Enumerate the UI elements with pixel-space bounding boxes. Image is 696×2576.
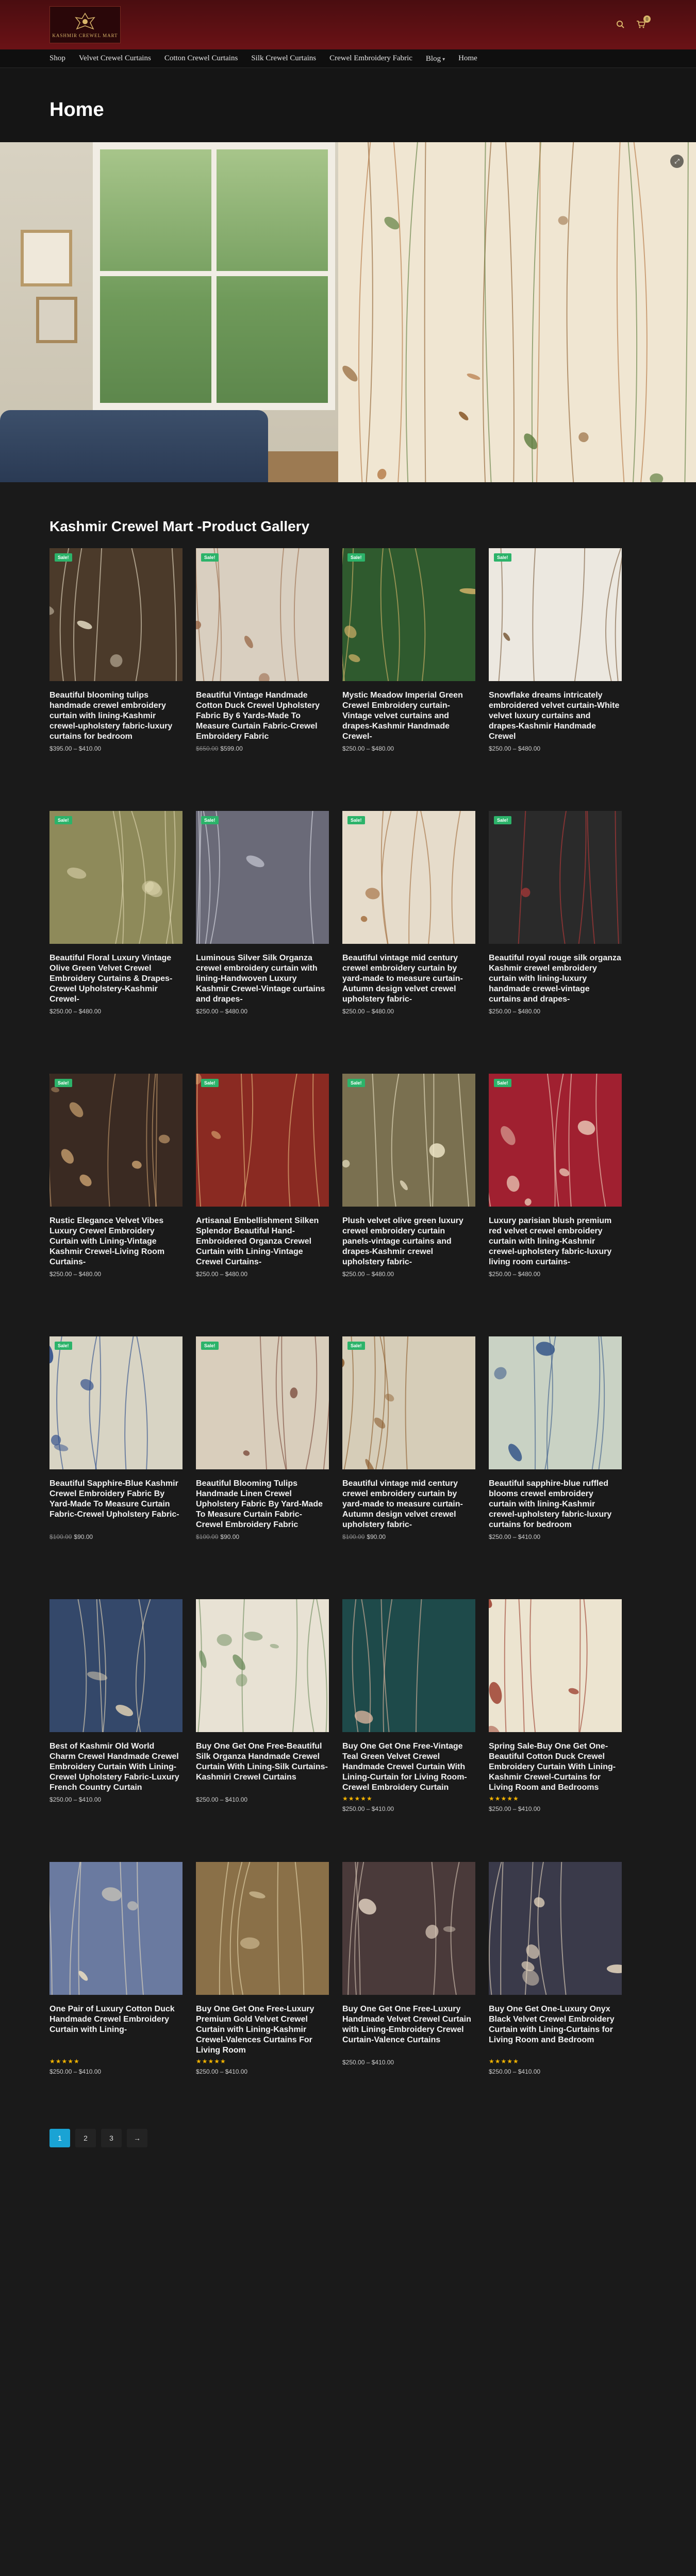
- nav-shop[interactable]: Shop: [49, 54, 65, 62]
- sale-badge: Sale!: [201, 553, 219, 562]
- product-card[interactable]: [489, 1336, 622, 1583]
- current-price: $250.00 – $410.00: [49, 2068, 102, 2075]
- current-price: $250.00 – $410.00: [49, 1796, 102, 1803]
- product-image[interactable]: [196, 1862, 329, 1995]
- sale-badge: Sale!: [494, 553, 511, 562]
- product-card[interactable]: [489, 811, 622, 1057]
- product-image[interactable]: [342, 1862, 475, 1995]
- product-title[interactable]: Beautiful vintage mid century crewel embroidery curtain by yard-made to measure curtain-Autumn design velvet crewel upholstery fabric-: [342, 1479, 463, 1529]
- crewel-pattern-image: [49, 811, 183, 944]
- sale-badge: Sale!: [494, 816, 511, 824]
- page-2-link[interactable]: 2: [75, 2129, 96, 2147]
- crewel-pattern-image: [489, 1599, 622, 1732]
- product-title[interactable]: Mystic Meadow Imperial Green Crewel Embroidery curtain-Vintage velvet curtains and drapes-Kashmir Handmade Crewel-: [342, 691, 463, 741]
- product-image[interactable]: [49, 1074, 183, 1207]
- product-image[interactable]: [489, 548, 622, 681]
- crewel-pattern-image: [489, 1862, 622, 1995]
- product-title[interactable]: Spring Sale-Buy One Get One-Beautiful Cotton Duck Crewel Embroidery Curtain With Lining-Kashmir Crewel-Curtains for Living Room and Bedrooms: [489, 1742, 616, 1792]
- product-price: [342, 1270, 475, 1278]
- wall-frame-image: [21, 230, 72, 286]
- product-title[interactable]: Rustic Elegance Velvet Vibes Luxury Crewel Embroidery Curtain with Lining-Vintage Kashmir Crewel-Living Room Curtains-: [49, 1216, 165, 1266]
- gallery-title: Kashmir Crewel Mart -Product Gallery: [49, 518, 310, 534]
- product-price: [489, 745, 622, 752]
- product-title[interactable]: Beautiful Vintage Handmade Cotton Duck Crewel Upholstery Fabric By 6 Yards-Made To Measure Curtain Fabric-Crewel Embroidery Fabric: [196, 691, 320, 741]
- crewel-pattern-image: [196, 548, 329, 681]
- product-card[interactable]: [342, 1074, 475, 1320]
- logo-emblem-icon: [70, 11, 101, 32]
- product-image[interactable]: [489, 1599, 622, 1732]
- current-price: $250.00 – $410.00: [342, 2059, 394, 2066]
- rating-stars-icon: ★★★★★: [489, 1795, 519, 1802]
- product-image[interactable]: [49, 1336, 183, 1469]
- product-price: [49, 1533, 183, 1540]
- product-image[interactable]: [49, 1599, 183, 1732]
- product-price: [49, 1796, 183, 1803]
- crewel-pattern-image: [342, 1074, 475, 1207]
- crewel-pattern-image: [489, 1336, 622, 1469]
- rating-stars-icon: ★★★★★: [196, 2058, 226, 2065]
- rating-stars-icon: ★★★★★: [489, 2058, 519, 2065]
- product-price: [342, 1805, 475, 1812]
- product-card[interactable]: [489, 1074, 622, 1320]
- current-price: $250.00 – $480.00: [342, 745, 394, 752]
- page-3-link[interactable]: 3: [101, 2129, 122, 2147]
- original-price: $100.00: [342, 1533, 365, 1540]
- nav-silk-crewel-curtains[interactable]: Silk Crewel Curtains: [251, 54, 317, 62]
- current-price: $599.00: [220, 745, 243, 752]
- product-image[interactable]: [489, 1074, 622, 1207]
- product-card[interactable]: [49, 1074, 183, 1320]
- product-card[interactable]: [196, 1074, 329, 1320]
- nav-cotton-crewel-curtains[interactable]: Cotton Crewel Curtains: [164, 54, 238, 62]
- current-price: $250.00 – $410.00: [489, 1805, 541, 1812]
- product-image[interactable]: [489, 1336, 622, 1469]
- current-price: $250.00 – $480.00: [196, 1008, 248, 1015]
- crewel-pattern-image: [489, 1074, 622, 1207]
- product-price: [342, 745, 475, 752]
- product-price: [196, 1796, 329, 1803]
- sale-badge: Sale!: [55, 816, 72, 824]
- product-card[interactable]: [49, 1599, 183, 1845]
- product-price: [196, 1270, 329, 1278]
- product-card[interactable]: [342, 1336, 475, 1583]
- current-price: $250.00 – $410.00: [489, 2068, 541, 2075]
- original-price: $100.00: [196, 1533, 219, 1540]
- current-price: $250.00 – $480.00: [196, 1270, 248, 1278]
- product-grid: [49, 548, 647, 2108]
- logo-text: KASHMIR CREWEL MART: [52, 33, 118, 38]
- product-title[interactable]: Artisanal Embellishment Silken Splendor Beautiful Hand-Embroidered Organza Crewel Curtain with Lining-Vintage Crewel Curtains-: [196, 1216, 319, 1266]
- page-header: [0, 68, 696, 142]
- product-image[interactable]: [196, 1599, 329, 1732]
- sale-badge: Sale!: [347, 553, 365, 562]
- product-title[interactable]: Snowflake dreams intricately embroidered velvet curtain-White velvet luxury curtains and drapes-Kashmir Handmade Crewel: [489, 691, 620, 741]
- product-image[interactable]: [196, 548, 329, 681]
- original-price: $650.00: [196, 745, 219, 752]
- pagination: [49, 2129, 647, 2168]
- product-title[interactable]: Plush velvet olive green luxury crewel embroidery curtain panels-vintage curtains and drapes-Kashmir crewel upholstery fabric-: [342, 1216, 463, 1266]
- product-price: [49, 1008, 183, 1015]
- hero-curtain-image: [338, 142, 696, 482]
- product-card[interactable]: [342, 1599, 475, 1845]
- cart-icon[interactable]: [635, 16, 649, 30]
- sale-badge: Sale!: [201, 1342, 219, 1350]
- product-card[interactable]: [49, 548, 183, 794]
- product-title[interactable]: Buy One Get One-Luxury Onyx Black Velvet Crewel Embroidery Curtain with Lining-Curtains for Living Room and Bedroom: [489, 2005, 615, 2044]
- hero-room-image: [0, 142, 338, 482]
- nav-home[interactable]: Home: [458, 54, 477, 62]
- search-icon[interactable]: [615, 19, 626, 30]
- product-image[interactable]: [342, 1074, 475, 1207]
- wall-frame-image: [36, 297, 77, 343]
- product-image[interactable]: [342, 811, 475, 944]
- original-price: $100.00: [49, 1533, 72, 1540]
- nav-blog-wrap[interactable]: [426, 54, 445, 63]
- current-price: $250.00 – $480.00: [489, 1008, 541, 1015]
- sale-badge: Sale!: [347, 1079, 365, 1087]
- product-image[interactable]: [196, 1336, 329, 1469]
- current-price: $250.00 – $480.00: [489, 1270, 541, 1278]
- product-image[interactable]: [196, 1074, 329, 1207]
- product-price: [489, 1270, 622, 1278]
- product-title[interactable]: Beautiful vintage mid century crewel embroidery curtain by yard-made to measure curtain-Autumn design velvet crewel upholstery fabric-: [342, 954, 463, 1004]
- crewel-pattern-image: [342, 1862, 475, 1995]
- product-card[interactable]: [196, 1599, 329, 1845]
- product-title[interactable]: One Pair of Luxury Cotton Duck Handmade Crewel Embroidery Curtain with Lining-: [49, 2005, 175, 2034]
- nav-velvet-crewel-curtains[interactable]: Velvet Crewel Curtains: [78, 54, 151, 62]
- product-image[interactable]: [49, 1862, 183, 1995]
- crewel-pattern-image: [196, 1862, 329, 1995]
- sale-badge: Sale!: [494, 1079, 511, 1087]
- product-title[interactable]: Luxury parisian blush premium red velvet crewel embroidery curtain with lining-Kashmir crewel-upholstery fabric-luxury living room curtains-: [489, 1216, 612, 1266]
- nav-crewel-embroidery-fabric[interactable]: Crewel Embroidery Fabric: [329, 54, 412, 62]
- product-card[interactable]: [342, 548, 475, 794]
- current-price: $250.00 – $480.00: [49, 1008, 102, 1015]
- crewel-pattern-image: [196, 1599, 329, 1732]
- product-price: [196, 1533, 329, 1540]
- product-price: [489, 2068, 622, 2075]
- product-card[interactable]: [196, 1336, 329, 1583]
- product-price: [196, 745, 329, 752]
- crewel-pattern-image: [49, 1074, 183, 1207]
- product-title[interactable]: Beautiful sapphire-blue ruffled blooms crewel embroidery curtain with lining-Kashmir crewel-upholstery fabric-luxury curtains for bedroom: [489, 1479, 612, 1529]
- product-title[interactable]: Beautiful blooming tulips handmade crewel embroidery curtain with lining-Kashmir crewel-upholstery fabric-luxury curtains for bedroom: [49, 691, 173, 741]
- product-price: [49, 1270, 183, 1278]
- product-price: [342, 1533, 475, 1540]
- current-price: $90.00: [220, 1533, 240, 1540]
- product-card[interactable]: [342, 1862, 475, 2108]
- product-price: [489, 1805, 622, 1812]
- product-card[interactable]: [49, 1336, 183, 1583]
- window-image: [93, 142, 335, 410]
- current-price: $250.00 – $410.00: [342, 1805, 394, 1812]
- nav-blog[interactable]: Blog: [425, 54, 441, 63]
- crewel-pattern-image: [338, 142, 696, 482]
- hero-banner: [0, 142, 696, 482]
- rating-stars-icon: ★★★★★: [342, 1795, 373, 1802]
- product-price: [196, 1008, 329, 1015]
- current-price: $250.00 – $480.00: [342, 1270, 394, 1278]
- product-title[interactable]: Beautiful royal rouge silk organza Kashmir crewel embroidery curtain with lining-luxury handmade crewel-vintage curtains and drapes-: [489, 954, 621, 1004]
- crewel-pattern-image: [489, 548, 622, 681]
- sale-badge: Sale!: [347, 1342, 365, 1350]
- product-card[interactable]: [49, 1862, 183, 2108]
- product-price: [342, 1008, 475, 1015]
- crewel-pattern-image: [489, 811, 622, 944]
- product-title[interactable]: Luminous Silver Silk Organza crewel embroidery curtain with lining-Handwoven Luxury Kashmir Crewel-Vintage curtains and drapes-: [196, 954, 325, 1004]
- crewel-pattern-image: [342, 1336, 475, 1469]
- product-card[interactable]: [49, 811, 183, 1057]
- sale-badge: Sale!: [55, 553, 72, 562]
- rating-stars-icon: ★★★★★: [49, 2058, 80, 2065]
- product-card[interactable]: [196, 1862, 329, 2108]
- main-content: [0, 482, 696, 2168]
- product-image[interactable]: [489, 811, 622, 944]
- next-page-link[interactable]: →: [127, 2129, 147, 2147]
- zoom-icon[interactable]: ⤢: [670, 155, 684, 168]
- sale-badge: Sale!: [55, 1079, 72, 1087]
- current-price: $250.00 – $410.00: [196, 1796, 248, 1803]
- product-card[interactable]: [196, 811, 329, 1057]
- product-price: [489, 1533, 622, 1540]
- product-card[interactable]: [489, 1599, 622, 1845]
- site-logo[interactable]: [49, 6, 121, 43]
- current-price: $250.00 – $480.00: [342, 1008, 394, 1015]
- crewel-pattern-image: [196, 1074, 329, 1207]
- cart-count-badge: 0: [643, 15, 651, 23]
- crewel-pattern-image: [342, 811, 475, 944]
- product-title[interactable]: Buy One Get One Free-Luxury Premium Gold Velvet Crewel Curtain with Lining-Kashmir Crewel-Valences Curtains For Living Room: [196, 2005, 314, 2055]
- product-title[interactable]: Beautiful Floral Luxury Vintage Olive Green Velvet Crewel Embroidery Curtains & Drapes-Crewel Upholstery-Kashmir Crewel-: [49, 954, 173, 1004]
- product-title[interactable]: Buy One Get One Free-Vintage Teal Green Velvet Crewel Handmade Crewel Curtain With Lining-Curtain for Living Room-Crewel Embroidery Curtain: [342, 1742, 467, 1792]
- crewel-pattern-image: [49, 1336, 183, 1469]
- current-price: $90.00: [367, 1533, 386, 1540]
- product-image[interactable]: [49, 548, 183, 681]
- current-price: $250.00 – $480.00: [489, 745, 541, 752]
- top-header-bar: [0, 0, 696, 49]
- product-price: [49, 745, 183, 752]
- current-price: $395.00 – $410.00: [49, 745, 102, 752]
- product-price: [489, 1008, 622, 1015]
- crewel-pattern-image: [196, 811, 329, 944]
- product-title[interactable]: Beautiful Blooming Tulips Handmade Linen Crewel Upholstery Fabric By Yard-Made To Measure Curtain Fabric-Crewel Embroidery Fabric: [196, 1479, 323, 1529]
- crewel-pattern-image: [49, 1599, 183, 1732]
- sale-badge: Sale!: [201, 816, 219, 824]
- product-title[interactable]: Buy One Get One Free-Beautiful Silk Organza Handmade Crewel Curtain With Lining-Silk Curtains-Kashmiri Crewel Curtains: [196, 1742, 328, 1782]
- product-card[interactable]: [196, 548, 329, 794]
- product-price: [196, 2068, 329, 2075]
- product-image[interactable]: [49, 811, 183, 944]
- current-price: $250.00 – $410.00: [489, 1533, 541, 1540]
- product-image[interactable]: [342, 1599, 475, 1732]
- crewel-pattern-image: [342, 1599, 475, 1732]
- main-navigation: [0, 49, 696, 68]
- product-image[interactable]: [489, 1862, 622, 1995]
- product-price: [342, 2059, 475, 2066]
- product-card[interactable]: [489, 548, 622, 794]
- product-price: [49, 2068, 183, 2075]
- current-price: $90.00: [74, 1533, 93, 1540]
- product-image[interactable]: [342, 548, 475, 681]
- chevron-down-icon: ▾: [442, 56, 445, 62]
- page-title: Home: [49, 99, 104, 121]
- current-price: $250.00 – $410.00: [196, 2068, 248, 2075]
- sale-badge: Sale!: [347, 816, 365, 824]
- crewel-pattern-image: [342, 548, 475, 681]
- product-title[interactable]: Buy One Get One Free-Luxury Handmade Velvet Crewel Curtain with Lining-Embroidery Crewel Curtain-Valence Curtains: [342, 2005, 471, 2044]
- product-title[interactable]: Best of Kashmir Old World Charm Crewel Handmade Crewel Embroidery Curtain With Lining-Crewel Upholstery Fabric-Luxury French Country Curtain: [49, 1742, 179, 1792]
- current-price: $250.00 – $480.00: [49, 1270, 102, 1278]
- product-image[interactable]: [196, 811, 329, 944]
- product-image[interactable]: [342, 1336, 475, 1469]
- sale-badge: Sale!: [55, 1342, 72, 1350]
- crewel-pattern-image: [196, 1336, 329, 1469]
- sofa-image: [0, 410, 268, 482]
- page-1-link[interactable]: 1: [49, 2129, 70, 2147]
- blank-section: [0, 2168, 696, 2576]
- crewel-pattern-image: [49, 1862, 183, 1995]
- product-card[interactable]: [342, 811, 475, 1057]
- crewel-pattern-image: [49, 548, 183, 681]
- sale-badge: Sale!: [201, 1079, 219, 1087]
- product-title[interactable]: Beautiful Sapphire-Blue Kashmir Crewel Embroidery Fabric By Yard-Made To Measure Curtain Fabric-Crewel Upholstery Fabric-: [49, 1479, 179, 1519]
- product-card[interactable]: [489, 1862, 622, 2108]
